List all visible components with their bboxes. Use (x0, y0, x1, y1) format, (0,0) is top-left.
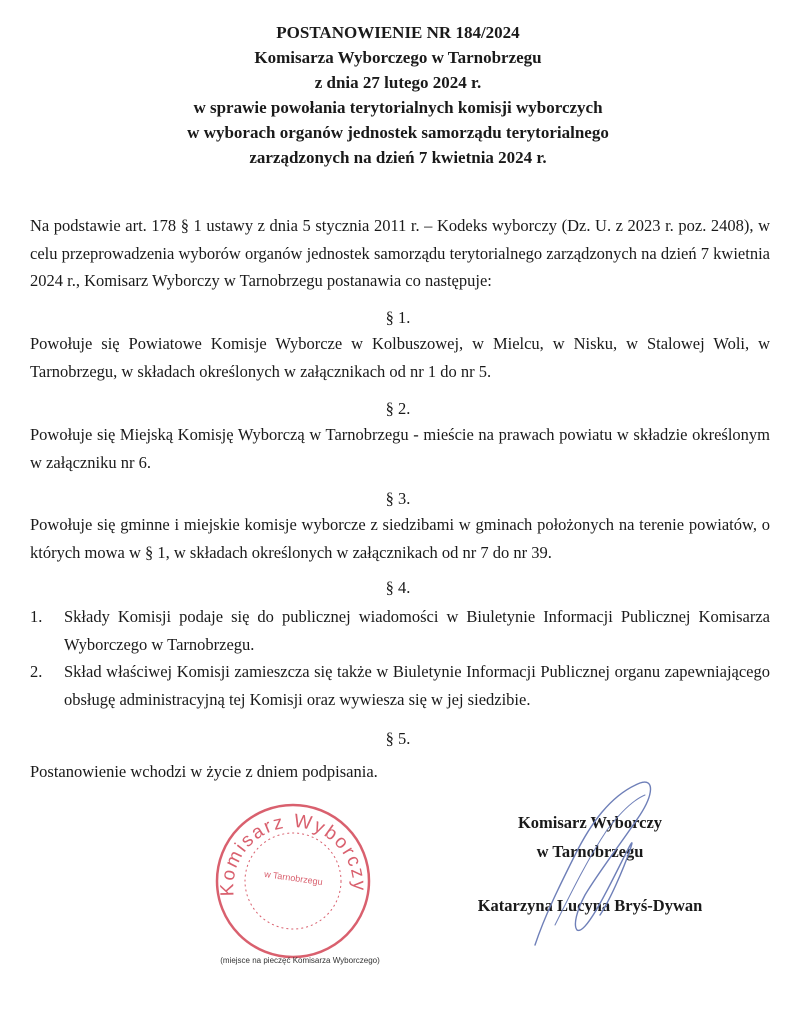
section-5-text: Postanowienie wchodzi w życie z dniem podpisania. (30, 762, 378, 781)
subject-line-3: zarządzonych na dzień 7 kwietnia 2024 r. (249, 148, 547, 167)
subject-line-2: w wyborach organów jednostek samorządu terytorialnego (187, 123, 609, 142)
section-2-text: Powołuje się Miejską Komisję Wyborczą w Tarnobrzegu - mieście na prawach powiatu w składzie określonym w załączniku nr 6. (30, 425, 770, 472)
section-3-heading: § 3. (385, 489, 411, 508)
stamp-ring-text: Komisarz Wyborczy (217, 810, 370, 897)
list-item-number: 1. (30, 607, 43, 626)
handwritten-signature (515, 775, 665, 950)
signatory-office: w Tarnobrzegu (536, 842, 644, 861)
section-4-heading: § 4. (385, 578, 411, 597)
stamp-caption: (miejsce na pieczęć Komisarza Wyborczego) (220, 956, 380, 965)
stamp-center-text: w Tarnobrzegu (263, 868, 324, 888)
list-item-text: Skład właściwej Komisji zamieszcza się także w Biuletynie Informacji Publicznej organu zapewniającego obsługę administracyjną tej Komisji oraz wywiesza się w jej siedzibie. (64, 662, 770, 709)
signatory-name: Katarzyna Lucyna Bryś-Dywan (477, 896, 703, 915)
date-line: z dnia 27 lutego 2024 r. (314, 73, 482, 92)
section-2-heading: § 2. (385, 399, 411, 418)
issuer-line: Komisarza Wyborczego w Tarnobrzegu (254, 48, 542, 67)
document-header (0, 20, 796, 170)
section-1-heading: § 1. (385, 308, 411, 327)
section-3-text: Powołuje się gminne i miejskie komisje wyborcze z siedzibami w gminach położonych na terenie powiatów, o których mowa w § 1, w składach określonych w załącznikach od nr 7 do nr 39. (30, 515, 770, 562)
section-1-text: Powołuje się Powiatowe Komisje Wyborcze w Kolbuszowej, w Mielcu, w Nisku, w Stalowej Woli, w Tarnobrzegu, w składach określonych w załącznikach od nr 1 do nr 5. (30, 334, 770, 381)
subject-line-1: w sprawie powołania terytorialnych komisji wyborczych (193, 98, 603, 117)
list-item-number: 2. (30, 662, 43, 681)
title-line: POSTANOWIENIE NR 184/2024 (276, 23, 520, 42)
list-item-text: Składy Komisji podaje się do publicznej wiadomości w Biuletynie Informacji Publicznej Komisarza Wyborczego w Tarnobrzegu. (64, 607, 770, 654)
preamble: Na podstawie art. 178 § 1 ustawy z dnia 5 stycznia 2011 r. – Kodeks wyborczy (Dz. U. z 2023 r. poz. 2408), w celu przeprowadzenia wyborów organów jednostek samorządu terytorialnego zarządzonych na dzień 7 kwietnia 2024 r., Komisarz Wyborczy w Tarnobrzegu postanawia co następuje: (30, 216, 770, 290)
official-stamp (212, 800, 374, 962)
section-5-heading: § 5. (385, 729, 411, 748)
signatory-title: Komisarz Wyborczy (517, 813, 663, 832)
